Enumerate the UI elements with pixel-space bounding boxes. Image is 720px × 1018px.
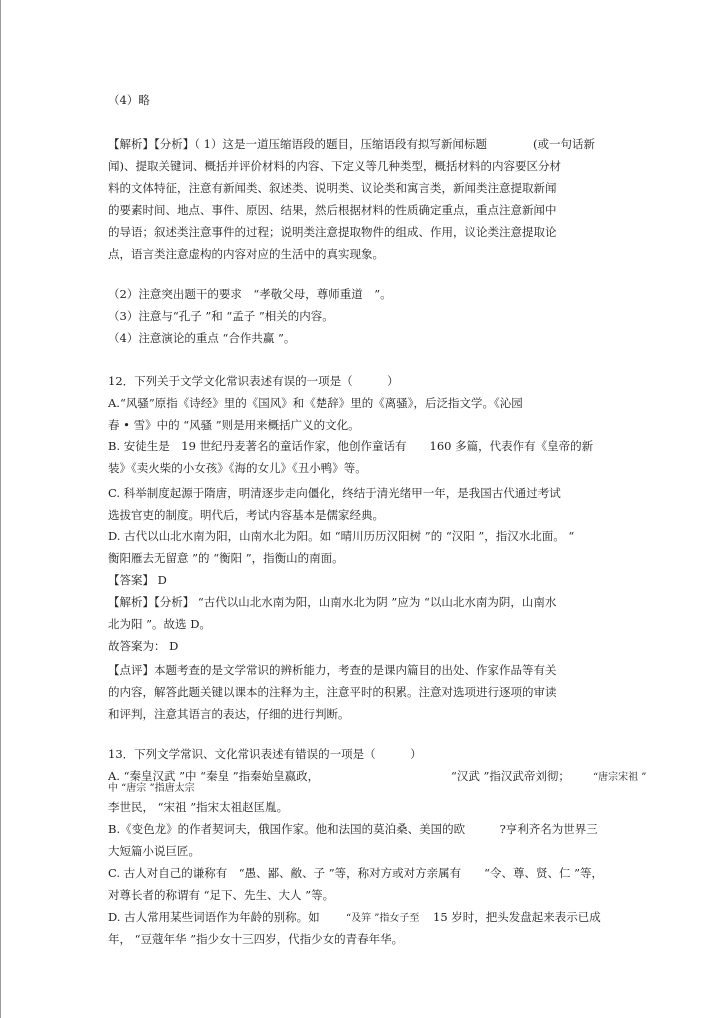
analysis-item-3: （3）注意与“孔子 ”和 “孟子 ”相关的内容。 xyxy=(108,309,334,323)
commentary-line: 和评判，注意其语言的表达，仔细的进行判断。 xyxy=(108,707,350,721)
answer-item-4: （4）略 xyxy=(108,93,150,107)
analysis-line: 北为阳 ”。故选 D。 xyxy=(108,617,211,631)
analysis-line: 【解析】【分析】（ 1）这是一道压缩语段的题目，压缩语段有拟写新闻标题 (或一句话新 xyxy=(108,137,595,151)
question-13-option-a: A. “秦皇汉武 ”中 “秦皇 ”指秦始皇嬴政， xyxy=(108,769,320,783)
question-12-option-b: B. 安徒生是 19 世纪丹麦著名的童话作家，他创作童话有 160 多篇，代表作有《皇帝的新 xyxy=(108,439,594,453)
question-13-option-d: 15 岁时，把头发盘起来表示已成 xyxy=(433,910,601,924)
commentary-line: 的内容，解答此题关键以课本的注释为主，注意平时的积累。注意对选项进行逐项的审读 xyxy=(108,685,557,699)
commentary-line: 【点评】本题考查的是文学常识的辨析能力，考查的是课内篇目的出处、作家作品等有关 xyxy=(108,663,557,677)
analysis-line: 的导语；叙述类注意事件的过程；说明类注意提取物件的组成、作用，议论类注意提取论 xyxy=(108,225,557,239)
question-12-option-d: 衡阳雁去无留意 ”的 “衡阳 ”，指衡山的南面。 xyxy=(108,551,344,565)
answer-label: 【答案】 D xyxy=(108,573,167,587)
question-13-option-a: 李世民， “宋祖 ”指宋太祖赵匡胤。 xyxy=(108,800,289,814)
question-12-option-a: 春 • 雪》中的 “风骚 ”则是用来概括广义的文化。 xyxy=(108,418,360,432)
question-13-option-d: “及笄 ”指女子至 xyxy=(346,913,420,924)
question-13-option-b: B.《变色龙》的作者契诃夫，俄国作家。他和法国的莫泊桑、美国的欧 ?亨利齐名为世界三 xyxy=(108,822,598,836)
analysis-line: 闻)、提取关键词、概括并评价材料的内容、下定义等几种类型，概括材料的内容要区分材 xyxy=(108,159,561,173)
question-12-option-c: C. 科举制度起源于隋唐，明清逐步走向僵化，终结于清光绪甲一年，是我国古代通过考试 xyxy=(108,486,561,500)
analysis-line: 的要素时间、地点、事件、原因、结果，然后根据材料的性质确定重点，重点注意新闻中 xyxy=(108,203,557,217)
question-12-option-c: 选拔官吏的制度。明代后，考试内容基本是儒家经典。 xyxy=(108,508,384,522)
question-12-option-b: 装》《卖火柴的小女孩》《海的女儿》《丑小鸭》等。 xyxy=(108,461,367,475)
analysis-line: 料的文体特征，注意有新闻类、叙述类、说明类、议论类和寓言类，新闻类注意提取新闻 xyxy=(108,181,557,195)
question-12-title: 12．下列关于文学文化常识表述有误的一项是（ ） xyxy=(108,374,399,388)
analysis-item-2: （2）注意突出题干的要求 “孝敬父母，尊师重道 ”。 xyxy=(108,287,392,301)
question-13-option-c: 对尊长者的称谓有 “足下、先生、大人 ”等。 xyxy=(108,888,335,902)
analysis-item-4: （4）注意演论的重点 “合作共赢 ”。 xyxy=(108,331,296,345)
question-13-option-a: 中 “唐宗 ”指唐太宗 xyxy=(108,783,195,794)
analysis-line: 点，语言类注意虚构的内容对应的生活中的真实现象。 xyxy=(108,247,384,261)
question-13-option-d: D. 古人常用某些词语作为年龄的别称。如 xyxy=(108,910,320,924)
question-13-option-b: 大短篇小说巨匠。 xyxy=(108,844,200,858)
analysis-line: 【解析】【分析】 “古代以山北水南为阳，山南水北为阴 ”应为 “以山北水南为阴，山南水 xyxy=(108,595,557,609)
question-13-option-d: 年， “豆蔻年华 ”指少女十三四岁，代指少女的青春年华。 xyxy=(108,932,404,946)
question-12-option-a: A.“风骚”原指《诗经》里的《国风》和《楚辞》里的《离骚》，后泛指文学。《沁园 xyxy=(108,396,523,410)
question-13-option-a: “唐宗宋祖 ” xyxy=(593,772,647,783)
question-13-option-c: C. 古人对自己的谦称有 “愚、鄙、敝、子 ”等，称对方或对方亲属有 “令、尊、贤、仁 ”等， xyxy=(108,866,604,880)
final-answer: 故答案为： D xyxy=(108,639,179,653)
question-12-option-d: D. 古代以山北水南为阳，山南水北为阳。如 “晴川历历汉阳树 ”的 “汉阳 ”，指汉水北面。 “ xyxy=(108,529,575,543)
question-13-option-a: “汉武 ”指汉武帝刘彻； xyxy=(451,769,570,783)
question-13-title: 13．下列文学常识、文化常识表述有错误的一项是（ ） xyxy=(108,747,422,761)
